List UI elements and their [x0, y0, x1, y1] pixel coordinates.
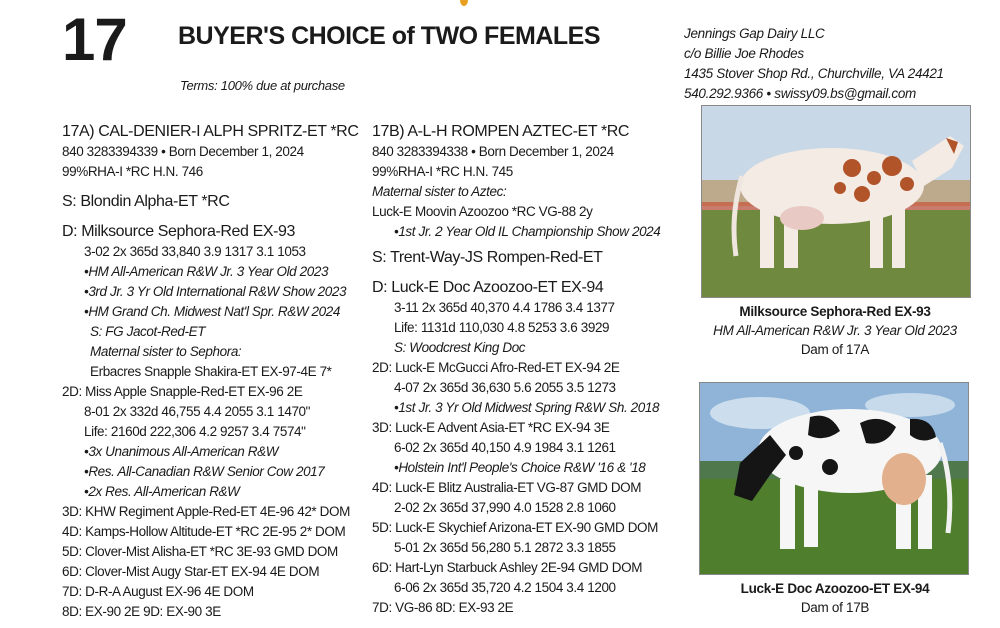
record-line: 2-02 2x 365d 37,990 4.0 1528 2.8 1060	[394, 500, 616, 515]
dam-line-6d: 6D: Hart-Lyn Starbuck Ashley 2E-94 GMD DOM	[372, 560, 643, 575]
dam-line-6d: 6D: Clover-Mist Augy Star-ET EX-94 4E DOM	[62, 564, 320, 579]
honor-line: •1st Jr. 2 Year Old IL Championship Show 2024	[394, 224, 661, 239]
photo-name: Milksource Sephora-Red EX-93	[739, 304, 931, 319]
lifetime-line: Life: 2160d 222,306 4.2 9257 3.4 7574"	[84, 424, 306, 439]
lot-number: 17	[62, 6, 127, 73]
dam-17a: D: Milksource Sephora-Red EX-93	[62, 223, 296, 240]
dam-line-5d: 5D: Luck-E Skychief Arizona-ET EX-90 GMD DOM	[372, 520, 658, 535]
photo-name: Luck-E Doc Azoozoo-ET EX-94	[740, 581, 930, 596]
animal-name-17a: 17A) CAL-DENIER-I ALPH SPRITZ-ET *RC	[62, 123, 359, 140]
dam-line-3d: 3D: Luck-E Advent Asia-ET *RC EX-94 3E	[372, 420, 610, 435]
dam-line-7d-8d: 7D: VG-86 8D: EX-93 2E	[372, 600, 514, 615]
dam-line-7d: 7D: D-R-A August EX-96 4E DOM	[62, 584, 254, 599]
caption-azoozoo	[690, 579, 980, 617]
record-line: 3-11 2x 365d 40,370 4.4 1786 3.4 1377	[394, 300, 615, 315]
maternal-sister: Luck-E Moovin Azoozoo *RC VG-88 2y	[372, 204, 593, 219]
caption-sephora	[690, 302, 980, 359]
photo-honor: HM All-American R&W Jr. 3 Year Old 2023	[713, 323, 957, 338]
honor-line: •3rd Jr. 3 Yr Old International R&W Show 2023	[84, 284, 347, 299]
record-line: 5-01 2x 365d 56,280 5.1 2872 3.3 1855	[394, 540, 616, 555]
honor-line: •3x Unanimous All-American R&W	[84, 444, 279, 459]
photo-note: Dam of 17B	[800, 600, 870, 615]
registration-17b: 840 3283394338 • Born December 1, 2024	[372, 144, 614, 159]
maternal-sire: S: FG Jacot-Red-ET	[90, 324, 206, 339]
consignor-phone-email: 540.292.9366 • swissy09.bs@gmail.com	[684, 86, 917, 101]
breed-17a: 99%RHA-I *RC H.N. 746	[62, 164, 203, 179]
dam-line-4d: 4D: Kamps-Hollow Altitude-ET *RC 2E-95 2* DOM	[62, 524, 346, 539]
cow-photo-sephora	[701, 105, 971, 298]
terms: Terms: 100% due at purchase	[180, 78, 345, 93]
honor-line: •Res. All-Canadian R&W Senior Cow 2017	[84, 464, 325, 479]
page-edge-mark	[460, 0, 468, 6]
pedigree-17b	[372, 122, 682, 618]
black-white-cow-illustration	[700, 383, 969, 575]
cow-photo-azoozoo	[699, 382, 969, 575]
breed-17b: 99%RHA-I *RC H.N. 745	[372, 164, 513, 179]
consignor-address: 1435 Stover Shop Rd., Churchville, VA 24421	[684, 66, 944, 81]
honor-line: •HM Grand Ch. Midwest Nat'l Spr. R&W 2024	[84, 304, 340, 319]
dam-line-5d: 5D: Clover-Mist Alisha-ET *RC 3E-93 GMD DOM	[62, 544, 338, 559]
granddam: 2D: Miss Apple Snapple-Red-ET EX-96 2E	[62, 384, 303, 399]
consignor-contact: c/o Billie Joe Rhodes	[684, 46, 804, 61]
lifetime-line: Life: 1131d 110,030 4.8 5253 3.6 3929	[394, 320, 610, 335]
lot-title: BUYER'S CHOICE of TWO FEMALES	[178, 22, 600, 50]
maternal-sister: Erbacres Snapple Shakira-ET EX-97-4E 7*	[90, 364, 332, 379]
record-line: 3-02 2x 365d 33,840 3.9 1317 3.1 1053	[84, 244, 306, 259]
record-line: 6-02 2x 365d 40,150 4.9 1984 3.1 1261	[394, 440, 616, 455]
registration-17a: 840 3283394339 • Born December 1, 2024	[62, 144, 304, 159]
dam-line-8d-9d: 8D: EX-90 2E 9D: EX-90 3E	[62, 604, 221, 619]
maternal-sister-label: Maternal sister to Aztec:	[372, 184, 507, 199]
consignor-name: Jennings Gap Dairy LLC	[684, 26, 825, 41]
photo-note: Dam of 17A	[800, 342, 870, 357]
granddam: 2D: Luck-E McGucci Afro-Red-ET EX-94 2E	[372, 360, 620, 375]
honor-line: •HM All-American R&W Jr. 3 Year Old 2023	[84, 264, 329, 279]
red-white-cow-illustration	[702, 106, 971, 298]
honor-line: •1st Jr. 3 Yr Old Midwest Spring R&W Sh. 2018	[394, 400, 660, 415]
maternal-sister-label: Maternal sister to Sephora:	[90, 344, 242, 359]
sire-17a: S: Blondin Alpha-ET *RC	[62, 193, 230, 210]
dam-line-3d: 3D: KHW Regiment Apple-Red-ET 4E-96 42* DOM	[62, 504, 350, 519]
honor-line: •Holstein Int'l People's Choice R&W '16 & '18	[394, 460, 646, 475]
honor-line: •2x Res. All-American R&W	[84, 484, 240, 499]
pedigree-17a	[62, 122, 372, 622]
record-line: 6-06 2x 365d 35,720 4.2 1504 3.4 1200	[394, 580, 616, 595]
sire-17b: S: Trent-Way-JS Rompen-Red-ET	[372, 249, 603, 266]
dam-17b: D: Luck-E Doc Azoozoo-ET EX-94	[372, 279, 604, 296]
consignor-block	[684, 24, 944, 104]
record-line: 4-07 2x 365d 36,630 5.6 2055 3.5 1273	[394, 380, 616, 395]
dam-line-4d: 4D: Luck-E Blitz Australia-ET VG-87 GMD DOM	[372, 480, 642, 495]
record-line: 8-01 2x 332d 46,755 4.4 2055 3.1 1470"	[84, 404, 311, 419]
maternal-sire: S: Woodcrest King Doc	[394, 340, 526, 355]
animal-name-17b: 17B) A-L-H ROMPEN AZTEC-ET *RC	[372, 123, 630, 140]
